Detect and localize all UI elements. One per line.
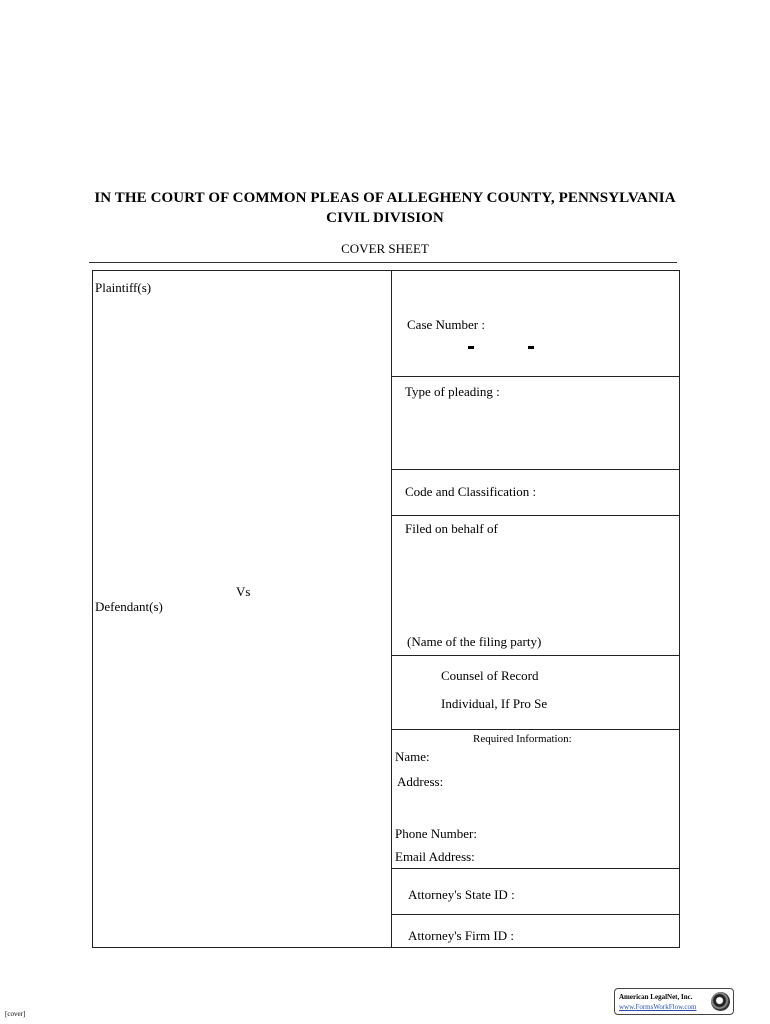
publisher-name: American LegalNet, Inc. [619, 993, 693, 1001]
versus-label: Vs [236, 584, 251, 599]
firm-id-field[interactable]: Attorney's Firm ID : [408, 928, 514, 943]
division-title: CIVIL DIVISION [326, 210, 444, 226]
case-number-separator-1 [468, 346, 474, 349]
state-id-field[interactable]: Attorney's State ID : [408, 887, 515, 902]
publisher-link[interactable]: www.FormsWorkFlow.com [619, 1003, 697, 1011]
sheet-title: COVER SHEET [341, 241, 429, 256]
plaintiff-field[interactable]: Plaintiff(s) [95, 280, 152, 295]
counsel-of-record-option[interactable]: Counsel of Record [441, 668, 539, 683]
divider-pleading [391, 469, 680, 470]
code-classification-field[interactable]: Code and Classification : [405, 484, 537, 499]
address-field[interactable]: Address: [397, 774, 444, 789]
type-of-pleading-field[interactable]: Type of pleading : [405, 384, 500, 399]
divider-filed-behalf [391, 655, 680, 656]
cover-sheet-form [92, 270, 680, 948]
defendant-field[interactable]: Defendant(s) [95, 599, 163, 614]
divider-required-info [391, 868, 680, 869]
case-number-field[interactable]: Case Number : [407, 317, 485, 332]
divider-case-number [391, 376, 680, 377]
court-title: IN THE COURT OF COMMON PLEAS OF ALLEGHENY COUNTY, PENNSYLVANIA [94, 190, 676, 206]
filed-on-behalf-field[interactable]: Filed on behalf of [405, 521, 498, 536]
required-info-heading: Required Information: [473, 733, 572, 745]
phone-field[interactable]: Phone Number: [395, 826, 477, 841]
column-divider [391, 270, 392, 948]
cover-tag: [cover] [5, 1010, 26, 1018]
case-number-separator-2 [528, 346, 534, 349]
filing-party-caption: (Name of the filing party) [407, 634, 542, 649]
email-field[interactable]: Email Address: [395, 849, 475, 864]
publisher-logo-icon [711, 992, 730, 1011]
divider-state-id [391, 914, 680, 915]
publisher-badge [614, 988, 734, 1015]
divider-counsel [391, 729, 680, 730]
divider-classification [391, 515, 680, 516]
header-rule [89, 262, 677, 263]
name-field[interactable]: Name: [395, 749, 430, 764]
pro-se-option[interactable]: Individual, If Pro Se [441, 696, 548, 711]
